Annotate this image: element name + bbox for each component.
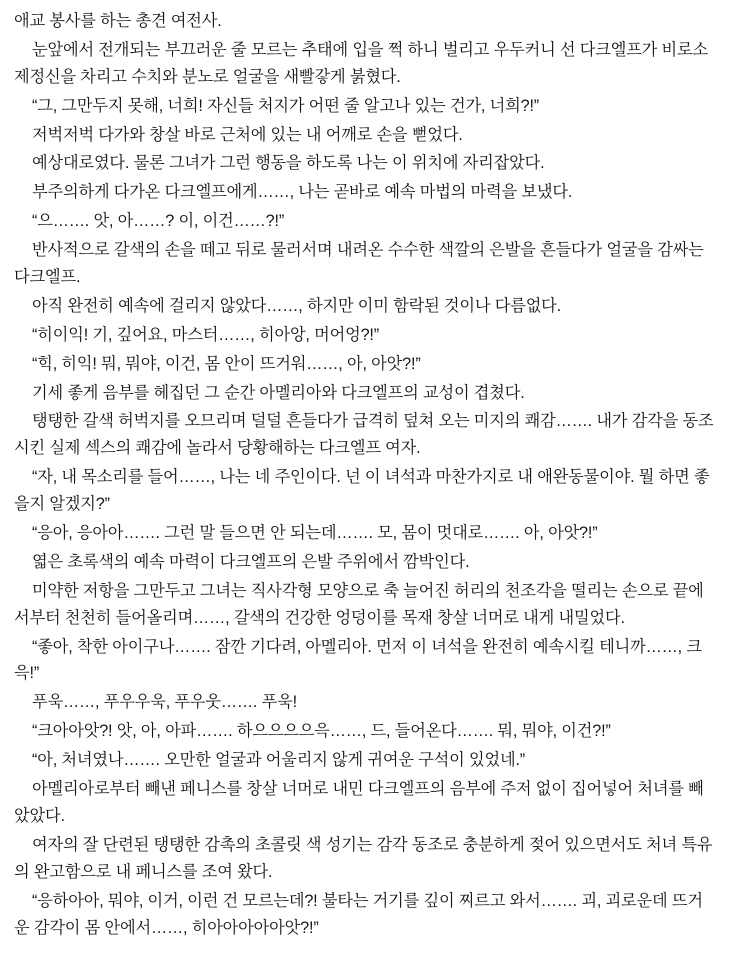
paragraph: 푸욱……, 푸우우욱, 푸우웃……. 푸욱! (32, 693, 297, 712)
paragraph: “응하아아, 뭐야, 이거, 이런 건 모르는데?! 불타는 거기를 깊이 찌르고 와서……. 괴, 괴로운데 뜨거운 감각이 몸 안에서……, 히아아아아아앗?!” (14, 891, 703, 937)
paragraph: “응아, 응아아……. 그런 말 들으면 안 되는데……. 모, 몸이 멋대로……. 아, 아앗?!” (32, 524, 598, 543)
paragraph: 엷은 초록색의 예속 마력이 다크엘프의 은발 주위에서 깜박인다. (32, 552, 470, 571)
paragraph: “크아아앗?! 앗, 아, 아파……. 하으으으으윽……, 드, 들어온다……. 뭐, 뭐야, 이건?!” (32, 722, 611, 741)
paragraph: “좋아, 착한 아이구나……. 잠깐 기다려, 아멜리아. 먼저 이 녀석을 완전히 예속시킬 테니까……, 크윽!” (14, 637, 702, 683)
paragraph: 미약한 저항을 그만두고 그녀는 직사각형 모양으로 축 늘어진 허리의 천조각을 떨리는 손으로 끝에서부터 천천히 들어올리며……, 갈색의 건강한 엉덩이를 목재 창살 너머로 내게 내밀었다. (14, 581, 704, 627)
paragraph: 부주의하게 다가온 다크엘프에게……, 나는 곧바로 예속 마법의 마력을 보냈다. (32, 183, 573, 202)
paragraph: 탱탱한 갈색 허벅지를 오므리며 덜덜 흔들다가 급격히 덮쳐 오는 미지의 쾌감……. 내가 감각을 동조시킨 실제 섹스의 쾌감에 놀라서 당황해하는 다크엘프 여자. (14, 412, 714, 458)
paragraph: 아직 완전히 예속에 걸리지 않았다……, 하지만 이미 함락된 것이나 다름없다. (32, 296, 562, 315)
paragraph: 아멜리아로부터 빼낸 페니스를 창살 너머로 내민 다크엘프의 음부에 주저 없이 집어넣어 처녀를 빼았았다. (14, 780, 704, 825)
paragraph: 눈앞에서 전개되는 부끄러운 줄 모르는 추태에 입을 쩍 하니 벌리고 우두커니 선 다크엘프가 비로소 제정신을 차리고 수치와 분노로 얼굴을 새빨갛게 붉혔다. (14, 40, 708, 86)
paragraph: 애교 봉사를 하는 총견 여전사. (14, 12, 222, 30)
paragraph: 여자의 잘 단련된 탱탱한 감촉의 초콜릿 색 성기는 감각 동조로 충분하게 젖어 있으면서도 처녀 특유의 완고함으로 내 페니스를 조여 왔다. (14, 835, 713, 881)
paragraph: “그, 그만두지 못해, 너희! 자신들 처지가 어떤 줄 알고나 있는 건가, 너희?!” (32, 96, 540, 115)
paragraph: “히이익! 기, 깊어요, 마스터……, 히아앙, 머어엉?!” (32, 325, 380, 344)
paragraph: 기세 좋게 음부를 헤집던 그 순간 아멜리아와 다크엘프의 교성이 겹쳤다. (32, 383, 525, 402)
paragraph: “아, 처녀였나……. 오만한 얼굴과 어울리지 않게 귀여운 구석이 있었네.” (32, 751, 526, 770)
paragraph: “으……. 앗, 아……? 이, 이건……?!” (32, 212, 285, 231)
paragraph: 예상대로였다. 물론 그녀가 그런 행동을 하도록 나는 이 위치에 자리잡았다. (32, 154, 545, 173)
paragraph: 저벅저벅 다가와 창살 바로 근처에 있는 내 어깨로 손을 뻗었다. (32, 125, 463, 144)
paragraph: 반사적으로 갈색의 손을 떼고 뒤로 물러서며 내려온 수수한 색깔의 은발을 흔들다가 얼굴을 감싸는 다크엘프. (14, 241, 704, 287)
paragraph: “자, 내 목소리를 들어……, 나는 네 주인이다. 넌 이 녀석과 마찬가지로 내 애완동물이야. 뭘 하면 좋을지 알겠지?” (14, 468, 710, 514)
paragraph: “힉, 히익! 뭐, 뭐야, 이건, 몸 안이 뜨거워……, 아, 아앗?!” (32, 354, 421, 373)
